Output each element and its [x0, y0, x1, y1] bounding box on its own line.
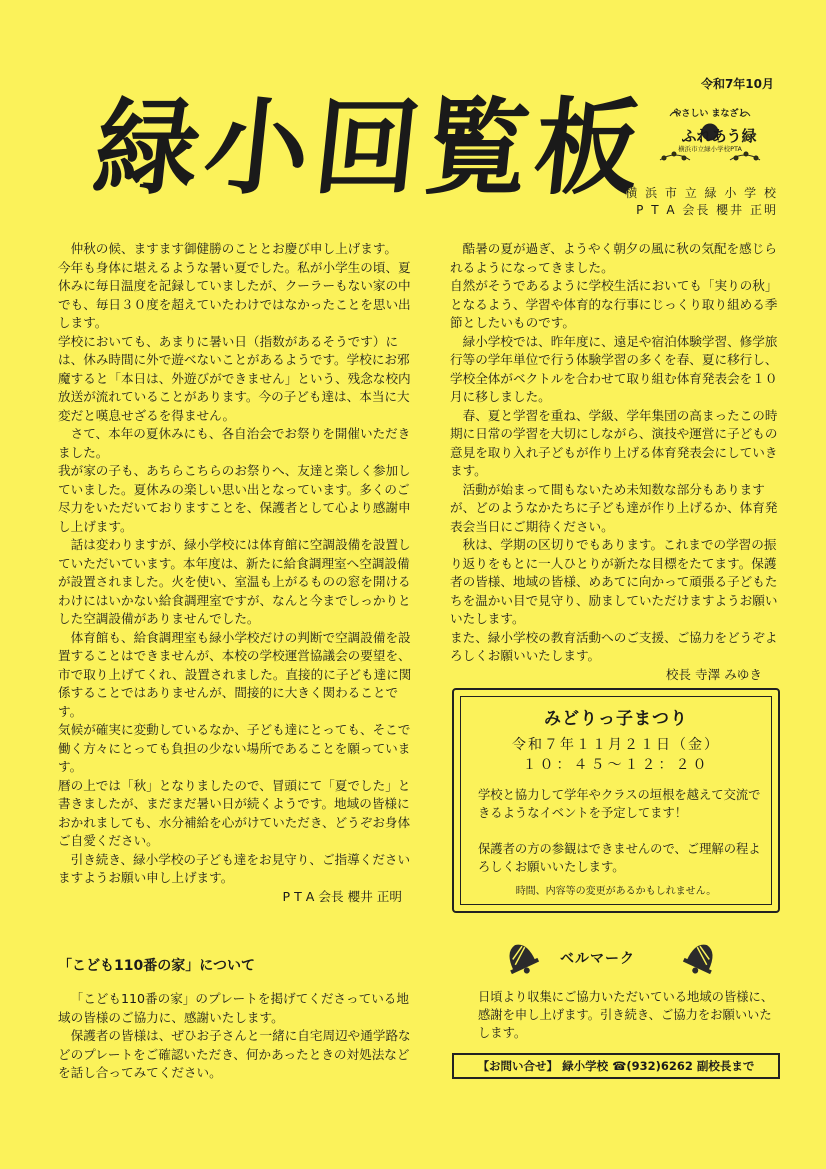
paragraph: 「こども110番の家」のプレートを掲げてくださっている地域の皆様のご協力に、感謝いたします。	[58, 991, 409, 1025]
masthead	[88, 78, 655, 218]
festival-time: １０：４５～１２：２０	[522, 757, 710, 773]
festival-note: 時間、内容等の変更があるかもしれません。	[515, 886, 717, 897]
paragraph: 話は変わりますが、緑小学校には体育館に空調設備を設置していただいています。本年度は、新たに給食調理室へ空調設備が設置されました。火を使い、室温も上がるものの窓を開けるわけにはいかない給食調理室ですが、なんと今までしっかりとした空調設備がありませんでした。	[58, 537, 411, 626]
logo-name: ふれあう緑	[681, 127, 757, 145]
festival-notice: 保護者の方の参観はできませんので、ご理解の程よろしくお願いいたします。	[478, 842, 761, 874]
logo-subtitle: 横浜市立緑小学校PTA	[678, 145, 742, 153]
signature: P T A 会長 櫻井 正明	[282, 888, 402, 904]
contact-box: 【お問い合せ】 緑小学校 ☎(932)6262 副校長まで	[452, 1053, 780, 1079]
paragraph: 体育館も、給食調理室も緑小学校だけの判断で空調設備を設置することはできませんが、本校の学校運営協議会の要望を、市で取り上げてくれ、設置されました。直接的に子ども達に関係することではありませんが、間接的に大きく関わることです。	[58, 629, 412, 719]
page-title: 緑小回覧板	[88, 86, 652, 209]
logo-tagline: やさしい まなざし	[672, 109, 748, 119]
festival-date: 令和７年１１月２１日（金）	[512, 737, 720, 753]
festival-description: 学校と協力して学年やクラスの垣根を越えて交流できるようなイベントを予定してます！	[478, 788, 761, 820]
paragraph: 緑小学校では、昨年度に、遠足や宿泊体験学習、修学旅行等の学年単位で行う体験学習の多くを春、夏に移行し、学校全体がベクトルを合わせて取り組む体育発表会を１０月に移しました。	[450, 333, 778, 404]
issue-date: 令和7年10月	[700, 77, 774, 91]
paragraph: 酷暑の夏が過ぎ、ようやく朝夕の風に秋の気配を感じられるようになってきました。	[450, 241, 777, 275]
paragraph: 仲秋の候、ますます御健勝のこととお慶び申し上げます。	[70, 241, 398, 256]
kodomo-title: 「こども110番の家」について	[58, 958, 255, 974]
bell-icon	[680, 936, 724, 976]
kodomo-body	[58, 990, 418, 1083]
paragraph: 今年も身体に堪えるような暑い夏でした。私が小学生の頃、夏休みに毎日温度を記録していましたが、クーラーもない家の中でも、毎日３０度を超えていたわけではなかったことを思い出します。	[58, 259, 411, 330]
bell-icon	[498, 936, 542, 976]
paragraph: 自然がそうであるように学校生活においても「実りの秋」となるよう、学習や体育的な行事にじっくり取り組める季節としたいものです。	[450, 278, 778, 330]
pta-logo	[650, 98, 770, 174]
paragraph: また、緑小学校の教育活動へのご支援、ご協力をどうぞよろしくお願いいたします。	[450, 629, 778, 663]
paragraph: 我が家の子も、あちらこちらのお祭りへ、友達と楽しく参加していました。夏休みの楽しい思い出となっています。多くのご尽力をいただいておりますことを、保護者として心より感謝申し上げます。	[58, 463, 411, 534]
school-name: 横 浜 市 立 緑 小 学 校	[625, 186, 778, 200]
festival-title: みどりっ子まつり	[544, 709, 688, 729]
paragraph: 春、夏と学習を重ね、学級、学年集団の高まったこの時期に日常の学習を大切にしながら、演技や運営に子どもの意見を取り入れ子どもが作り上げる体育発表会にしていきます。	[450, 407, 778, 478]
school-block	[625, 185, 778, 219]
paragraph: 気候が確実に変動しているなか、子ども達にとっても、そこで働く方々にとっても負担の少ない場所であることを願っています。	[58, 722, 411, 774]
festival-box	[452, 688, 780, 913]
paragraph: 引き続き、緑小学校の子ども達をお見守り、ご指導くださいますようお願い申し上げます。	[58, 851, 411, 885]
paragraph: 秋は、学期の区切りでもあります。これまでの学習の振り返りをもとに一人ひとりが新たな目標をたてます。保護者の皆様、地域の皆様、めあてに向かって頑張る子どもたちを温かい目で見守り、励ましていただけますようお願いいたします。	[450, 537, 778, 626]
paragraph: 学校においても、あまりに暑い日（指数があるそうです）には、休み時間に外で遊べないことがあるようです。学校にお邪魔すると「本日は、外遊びができません」という、残念な校内放送が流れていることがあります。今の子ども達は、本当に大変だと嘆息せざるを得ません。	[58, 333, 411, 423]
author: P T A 会長 櫻井 正明	[636, 203, 778, 217]
paragraph: さて、本年の夏休みにも、各自治会でお祭りを開催いただきました。	[58, 426, 411, 460]
paragraph: 活動が始まって間もないため未知数な部分もありますが、どのようなかたちに子ども達が作り上げるか、体育発表会当日にご期待ください。	[450, 481, 778, 534]
principal-message	[450, 240, 778, 684]
paragraph: 保護者の皆様は、ぜひお子さんと一緒に自宅周辺や通学路などのプレートをご確認いただき、何かあったときの対処法などを話し合ってみてください。	[58, 1028, 411, 1080]
pta-message	[58, 240, 418, 906]
paragraph: 暦の上では「秋」となりましたので、冒頭にて「夏でした」と書きましたが、まだまだ暑い日が続くようです。地域の皆様におかれましても、水分補給を心がけていただき、どうぞお身体ご自愛ください。	[58, 777, 411, 848]
bellmark-body: 日頃より収集にご協力いただいている地域の皆様に、感謝を申し上げます。引き続き、ご協力をお願いいたします。	[478, 990, 774, 1040]
bellmark-title: ベルマーク	[560, 951, 635, 967]
signature: 校長 寺澤 みゆき	[665, 666, 762, 682]
